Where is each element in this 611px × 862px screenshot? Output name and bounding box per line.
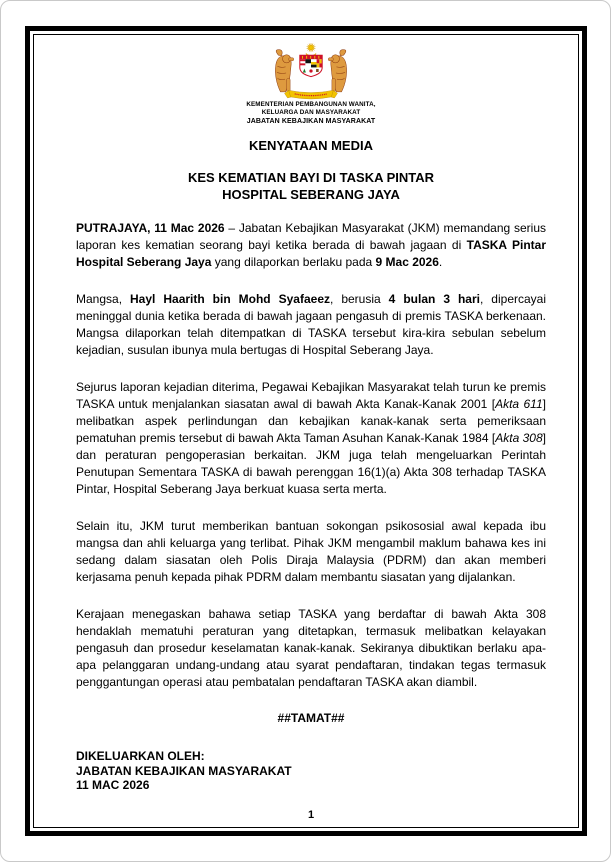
shield	[300, 55, 322, 76]
issued-date: 11 MAC 2026	[76, 778, 150, 792]
subtitle-line2: HOSPITAL SEBERANG JAYA	[222, 187, 400, 202]
end-marker: ##TAMAT##	[277, 711, 345, 725]
press-release-subtitle	[76, 169, 546, 203]
paragraph-3: Sejurus laporan kejadian diterima, Pegawai Kebajikan Masyarakat telah turun ke premis TASKA untuk menjalankan siasatan awal di bawah Akta Kanak-Kanak 2001 [Akta 611] melibatkan aspek perlindungan dan kebajikan kanak-kanak serta pemeriksaan pematuhan premis tersebut di bawah Akta Taman Asuhan Kanak-Kanak 1984 [Akta 308] dan peraturan pengoperasian berkaitan. JKM juga telah mengeluarkan Perintah Penutupan Sementara TASKA di bawah perenggan 16(1)(a) Akta 308 terhadap TASKA Pintar, Hospital Seberang Jaya berkuat kuasa serta merta.	[76, 380, 546, 496]
page-number: 1	[307, 808, 315, 821]
coat-of-arms-logo	[255, 43, 367, 101]
ministry-name-line1: KEMENTERIAN PEMBANGUNAN WANITA,	[246, 101, 376, 108]
paragraph-5: Kerajaan menegaskan bahawa setiap TASKA yang berdaftar di bawah Akta 308 hendaklah mematuhi peraturan yang ditetapkan, termasuk melibatkan kelayakan pengasuh dan prosedur keselamatan kanak-kanak. Sekiranya dibuktikan berlaku apa-apa pelanggaran undang-undang atau syarat pendaftaran, tindakan tegas termasuk penggantungan operasi atau pembatalan pendaftaran TASKA akan diambil.	[76, 607, 546, 689]
tiger-supporter-right	[328, 50, 346, 92]
issued-by-block	[76, 749, 546, 793]
issued-by-org: JABATAN KEBAJIKAN MASYARAKAT	[76, 763, 292, 778]
department-name: JABATAN KEBAJIKAN MASYARAKAT	[246, 118, 376, 125]
press-release	[76, 1, 546, 821]
paragraph-4: Selain itu, JKM turut memberikan bantuan sokongan psikososial awal kepada ibu mangsa dan ahli keluarga yang terlibat. Pihak JKM mengambil maklum bahawa kes ini sedang dalam siasatan oleh Polis Diraja Malaysia (PDRM) dan akan memberi kerjasama penuh kepada pihak PDRM dalam membantu siasatan yang dijalankan.	[76, 519, 546, 584]
paragraph-2: Mangsa, Hayl Haarith bin Mohd Syafaeez, berusia 4 bulan 3 hari, dipercayai meninggal dunia ketika berada di bawah jagaan pengasuh di premis TASKA berkenaan. Mangsa dilaporkan telah ditempatkan di TASKA tersebut kira-kira sebulan sebelum kejadian, susulan ibunya mula bertugas di Hospital Seberang Jaya.	[76, 292, 547, 357]
tiger-supporter-left	[275, 50, 293, 92]
issued-by-label: DIKELUARKAN OLEH:	[76, 749, 205, 763]
ministry-name-line2: KELUARGA DAN MASYARAKAT	[261, 109, 361, 116]
paragraph-1: PUTRAJAYA, 11 Mac 2026 – Jabatan Kebajikan Masyarakat (JKM) memandang serius laporan kes kematian seorang bayi ketika berada di bawah jagaan di TASKA Pintar Hospital Seberang Jaya yang dilaporkan berlaku pada 9 Mac 2026.	[76, 221, 546, 269]
letterhead	[76, 43, 546, 126]
subtitle-line1: KES KEMATIAN BAYI DI TASKA PINTAR	[187, 170, 435, 185]
press-release-body	[76, 220, 546, 691]
motto-ribbon	[285, 90, 338, 99]
press-release-title: KENYATAAN MEDIA	[249, 138, 373, 153]
